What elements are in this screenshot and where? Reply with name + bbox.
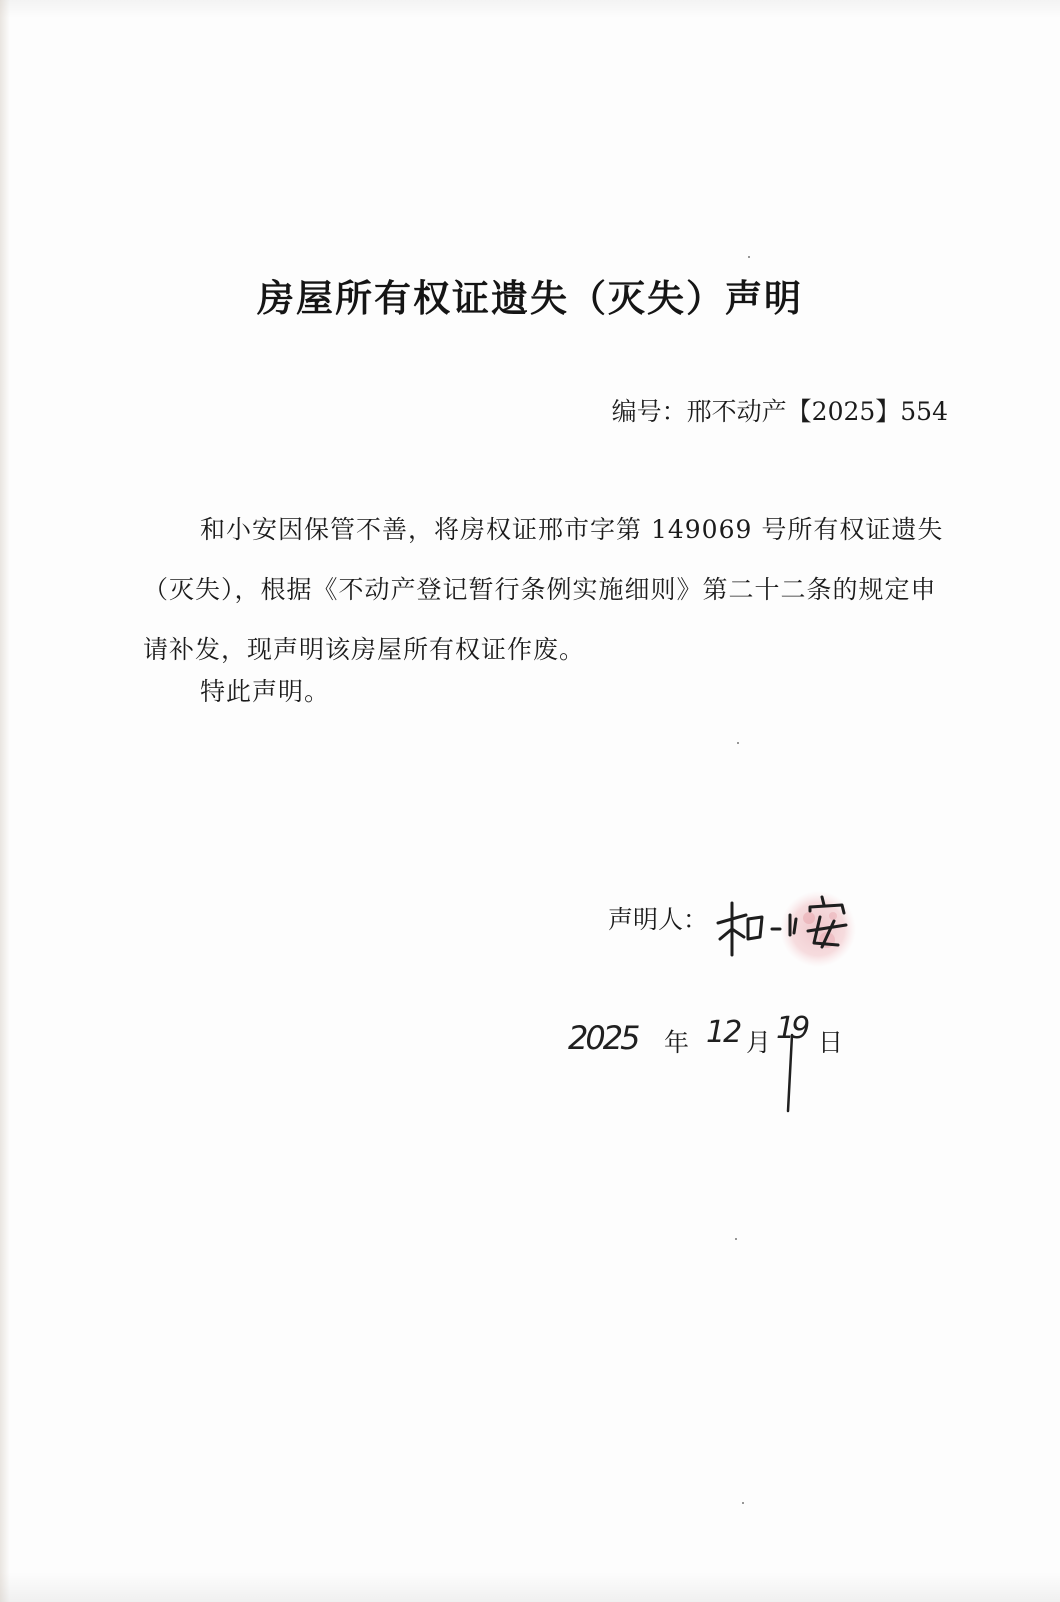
scan-speck [742, 1502, 744, 1504]
declarant-label: 声明人： [608, 905, 709, 934]
declaration-date [560, 1005, 860, 1115]
declaration-body: 和小安因保管不善，将房权证邢市字第 149069 号所有权证遗失（灭失），根据《不动产登记暂行条例实施细则》第二十二条的规定申请补发，现声明该房屋所有权证作废。 [143, 515, 944, 664]
scan-speck [748, 256, 750, 258]
handwritten-day-tail [770, 1025, 810, 1115]
month-char: 月 [746, 1028, 772, 1057]
handwritten-day: 19 [776, 1011, 807, 1046]
scan-speck [735, 1238, 737, 1240]
document-number: 编号：邢不动产【2025】554 [611, 397, 948, 426]
document-title: 房屋所有权证遗失（灭失）声明 [257, 276, 803, 320]
scan-edge-shadow [0, 0, 10, 1602]
day-char: 日 [818, 1028, 844, 1057]
closing-statement: 特此声明。 [200, 677, 331, 706]
handwritten-month: 12 [706, 1015, 741, 1050]
handwritten-signature [710, 885, 870, 965]
scan-speck [737, 742, 739, 744]
handwritten-year: 2025 [568, 1019, 638, 1057]
year-char: 年 [664, 1028, 690, 1057]
